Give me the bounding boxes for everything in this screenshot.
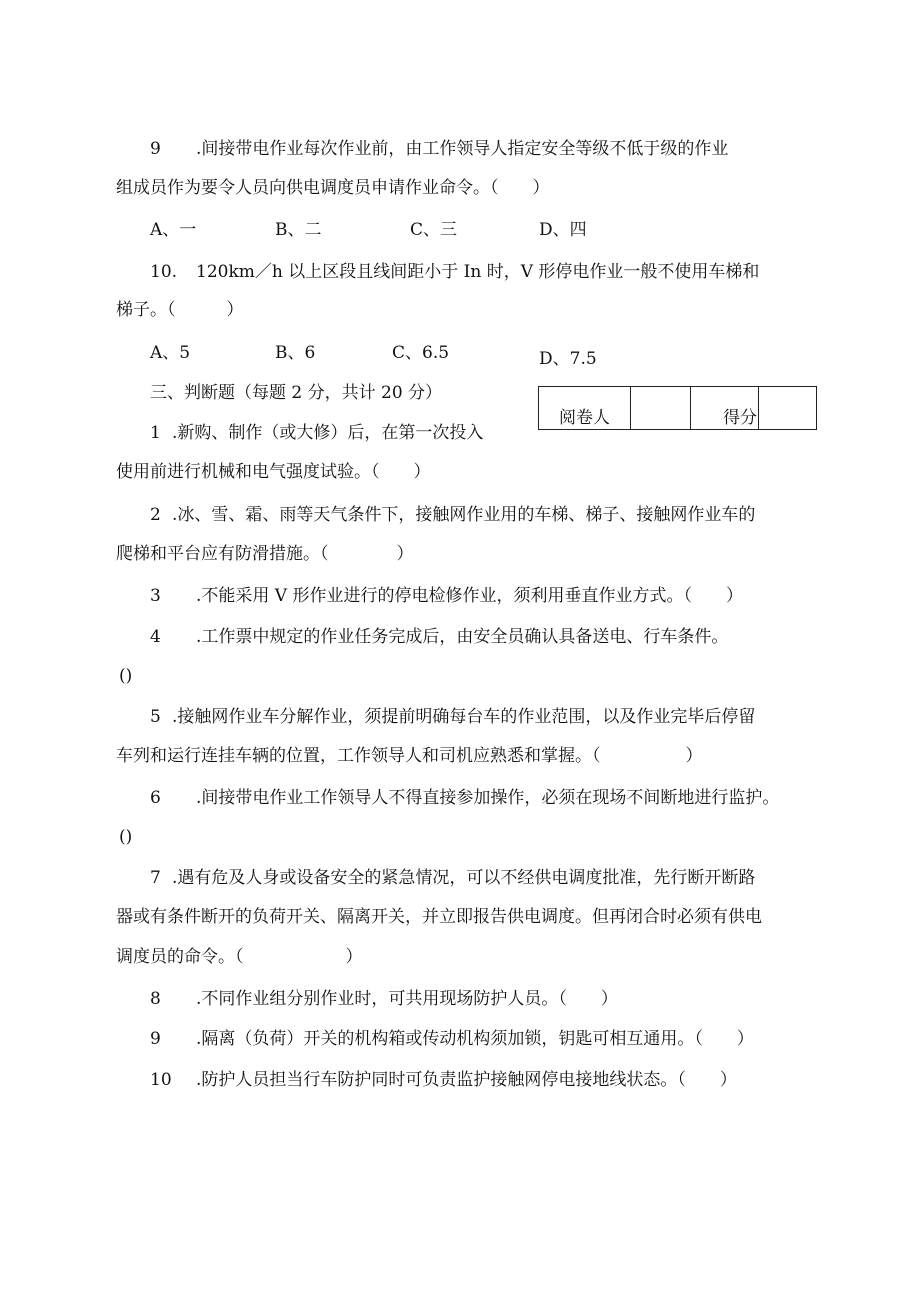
judgment-10-number: 10 bbox=[150, 1070, 172, 1090]
judgment-10-line1: .防护人员担当行车防护同时可负责监护接触网停电接地线状态。（ ） bbox=[196, 1070, 737, 1090]
q10-number: 10. bbox=[150, 262, 178, 282]
judgment-3-number: 3 bbox=[150, 586, 161, 606]
judgment-9-number: 9 bbox=[150, 1029, 161, 1049]
judgment-2-line2: 爬梯和平台应有防滑措施。（ ） bbox=[116, 544, 414, 564]
q10-option-b: B、6 bbox=[275, 343, 316, 363]
judgment-1-line2: 使用前进行机械和电气强度试验。（ ） bbox=[116, 462, 431, 482]
q9-option-c: C、三 bbox=[410, 220, 458, 240]
judgment-2-number: 2 bbox=[150, 505, 161, 525]
score-table bbox=[538, 386, 817, 430]
judgment-4-line2: () bbox=[119, 666, 133, 686]
q9-number: 9 bbox=[150, 139, 161, 159]
judgment-8-number: 8 bbox=[150, 989, 161, 1009]
judgment-8-line1: .不同作业组分别作业时，可共用现场防护人员。（ ） bbox=[196, 989, 618, 1009]
judgment-5-number: 5 bbox=[150, 707, 161, 727]
judgment-7-line3: 调度员的命令。（ ） bbox=[116, 947, 363, 967]
q10-option-c: C、6.5 bbox=[392, 343, 450, 363]
judgment-2-line1: .冰、雪、霜、雨等天气条件下，接触网作业用的车梯、梯子、接触网作业车的 bbox=[172, 505, 756, 525]
judgment-1-line1: .新购、制作（或大修）后，在第一次投入 bbox=[172, 423, 484, 443]
q10-text-line1: 120km／h 以上区段且线间距小于 In 时，V 形停电作业一般不使用车梯和 bbox=[196, 262, 760, 282]
reviewer-cell[interactable] bbox=[631, 387, 691, 430]
judgment-6-number: 6 bbox=[150, 788, 161, 808]
judgment-6-line1: .间接带电作业工作领导人不得直接参加操作，必须在现场不间断地进行监护。 bbox=[196, 788, 780, 808]
judgment-4-line1: .工作票中规定的作业任务完成后，由安全员确认具备送电、行车条件。 bbox=[196, 627, 729, 647]
score-cell[interactable] bbox=[759, 387, 817, 430]
reviewer-label: 阅卷人 bbox=[539, 387, 631, 430]
judgment-5-line2: 车列和运行连挂车辆的位置，工作领导人和司机应熟悉和掌握。（ ） bbox=[116, 746, 703, 766]
judgment-4-number: 4 bbox=[150, 627, 161, 647]
judgment-1-number: 1 bbox=[150, 423, 161, 443]
q9-option-a: A、一 bbox=[150, 220, 197, 240]
judgment-3-line1: .不能采用 V 形作业进行的停电检修作业，须利用垂直作业方式。（ ） bbox=[196, 586, 743, 606]
score-label: 得分 bbox=[691, 387, 759, 430]
q9-option-d: D、四 bbox=[539, 220, 587, 240]
q10-option-a: A、5 bbox=[150, 343, 191, 363]
q9-text-line1: .间接带电作业每次作业前，由工作领导人指定安全等级不低于级的作业 bbox=[196, 139, 729, 159]
judgment-6-line2: () bbox=[119, 827, 133, 847]
q10-text-line2: 梯子。（ ） bbox=[116, 300, 244, 320]
q10-option-d: D、7.5 bbox=[539, 349, 597, 369]
q9-text-line2: 组成员作为要令人员向供电调度员申请作业命令。（ ） bbox=[116, 178, 550, 198]
judgment-5-line1: .接触网作业车分解作业，须提前明确每台车的作业范围，以及作业完毕后停留 bbox=[172, 707, 756, 727]
judgment-7-line2: 器或有条件断开的负荷开关、隔离开关，并立即报告供电调度。但再闭合时必须有供电 bbox=[116, 907, 762, 927]
section-3-title: 三、判断题（每题 2 分，共计 20 分） bbox=[150, 383, 443, 403]
judgment-7-number: 7 bbox=[150, 868, 161, 888]
judgment-9-line1: .隔离（负荷）开关的机构箱或传动机构须加锁，钥匙可相互通用。（ ） bbox=[196, 1029, 754, 1049]
q9-option-b: B、二 bbox=[275, 220, 322, 240]
judgment-7-line1: .遇有危及人身或设备安全的紧急情况，可以不经供电调度批准，先行断开断路 bbox=[172, 868, 756, 888]
